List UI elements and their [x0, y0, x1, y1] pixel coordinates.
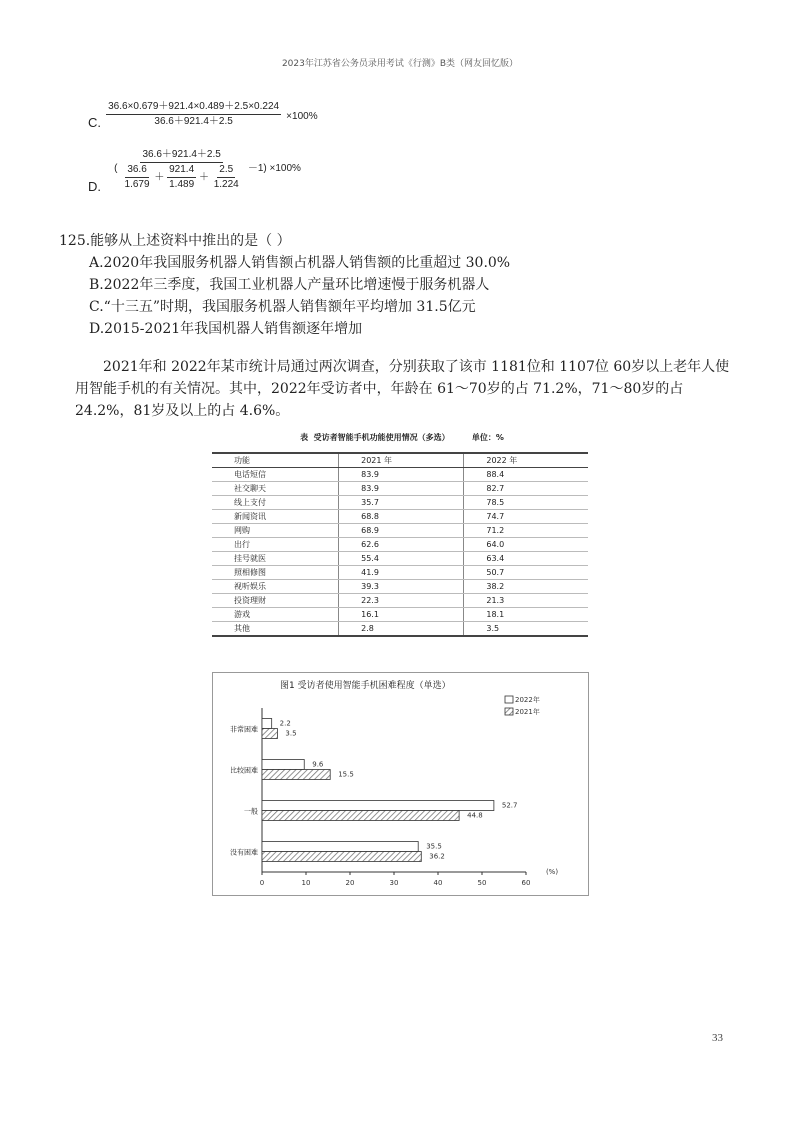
table-row: [212, 482, 588, 496]
x-tick-label: 60: [521, 879, 531, 887]
x-tick-label: 40: [433, 879, 443, 887]
passage-text: 2021年和 2022年某市统计局通过两次调查，分别获取了该市 1181位和 1107位 60岁以上老年人使用智能手机的有关情况。其中，2022年受访者中，年龄在 61～70岁的占 71.2%，71～80岁的占 24.2%，81岁及以上的占 4.6%。: [75, 359, 730, 419]
table-row: [212, 566, 588, 580]
table-cell: 68.9: [339, 524, 464, 538]
table-row: [212, 580, 588, 594]
option-d-fraction: [121, 148, 243, 192]
option-d-t2n: 921.4: [167, 163, 196, 178]
legend-label: 2022年: [515, 696, 540, 704]
table-cell: 新闻资讯: [212, 510, 339, 524]
option-d: D.2015-2021年我国机器人销售额逐年增加: [89, 321, 363, 337]
x-tick-label: 30: [389, 879, 399, 887]
category-label: 比较困难: [230, 766, 258, 775]
data-label: 44.8: [467, 811, 483, 820]
table-row: [212, 552, 588, 566]
passage: [75, 356, 735, 422]
option-d-open-paren: (: [114, 162, 118, 174]
option-c-numerator: 36.6×0.679＋921.4×0.489＋2.5×0.224: [106, 100, 281, 115]
option-d-plus-1: ＋: [154, 172, 165, 184]
question-125: [59, 230, 510, 340]
page-header: 2023年江苏省公务员录用考试《行测》B类（网友回忆版）: [281, 59, 519, 69]
table-header-2021: 2021 年: [339, 453, 464, 468]
category-label: 非常困难: [230, 725, 258, 734]
option-c-formula: [88, 100, 318, 129]
table-cell: 2.8: [339, 622, 464, 637]
option-b: B.2022年三季度，我国工业机器人产量环比增速慢于服务机器人: [89, 277, 490, 293]
option-c-suffix: ×100%: [286, 111, 318, 122]
option-d-tail: －1) ×100%: [247, 162, 301, 174]
x-tick-label: 50: [477, 879, 487, 887]
table-cell: 投资理财: [212, 594, 339, 608]
table-row: [212, 496, 588, 510]
table-cell: 照相修图: [212, 566, 339, 580]
table-cell: 64.0: [464, 538, 588, 552]
option-c-denominator: 36.6＋921.4＋2.5: [154, 116, 233, 127]
table-row: [212, 538, 588, 552]
category-label: 没有困难: [230, 848, 258, 857]
data-label: 2.2: [279, 719, 291, 728]
chart-title: 图1 受访者使用智能手机困难程度（单选）: [280, 681, 451, 691]
table-title: 表 受访者智能手机功能使用情况（多选） 单位：%: [300, 433, 504, 442]
table-cell: 83.9: [339, 482, 464, 496]
table-cell: 62.6: [339, 538, 464, 552]
option-d-t3n: 2.5: [217, 163, 235, 178]
question-125-stem: 125.能够从上述资料中推出的是（ ）: [59, 233, 291, 249]
table-cell: 50.7: [464, 566, 588, 580]
function-usage-table: [212, 452, 588, 637]
table-cell: 线上支付: [212, 496, 339, 510]
table-cell: 电话短信: [212, 468, 339, 482]
table-cell: 出行: [212, 538, 339, 552]
bar: [262, 842, 418, 852]
table-row: [212, 524, 588, 538]
table-cell: 3.5: [464, 622, 588, 637]
table-cell: 71.2: [464, 524, 588, 538]
table-cell: 18.1: [464, 608, 588, 622]
table-cell: 88.4: [464, 468, 588, 482]
table-cell: 视听娱乐: [212, 580, 339, 594]
x-tick-label: 20: [345, 879, 355, 887]
bar: [262, 719, 272, 729]
data-label: 3.5: [285, 729, 297, 738]
table-row: [212, 622, 588, 637]
table-cell: 其他: [212, 622, 339, 637]
table-cell: 39.3: [339, 580, 464, 594]
question-125-options: [89, 252, 510, 340]
table-cell: 68.8: [339, 510, 464, 524]
data-label: 52.7: [501, 801, 518, 810]
table-cell: 41.9: [339, 566, 464, 580]
bar: [262, 811, 459, 821]
table-cell: 游戏: [212, 608, 339, 622]
table-cell: 63.4: [464, 552, 588, 566]
legend-swatch: [505, 696, 513, 703]
bar: [262, 770, 330, 780]
table-cell: 22.3: [339, 594, 464, 608]
bar: [262, 801, 494, 811]
table-header-row: [212, 453, 588, 468]
table-cell: 网购: [212, 524, 339, 538]
data-label: 9.6: [312, 760, 324, 769]
data-label: 35.5: [426, 842, 442, 851]
table-header-2022: 2022 年: [464, 453, 588, 468]
table-cell: 16.1: [339, 608, 464, 622]
bar: [262, 760, 304, 770]
x-unit-label: (%): [545, 868, 559, 876]
option-c: C.“十三五”时期，我国服务机器人销售额年平均增加 31.5亿元: [89, 299, 476, 315]
table-cell: 78.5: [464, 496, 588, 510]
difficulty-bar-chart: [212, 672, 587, 894]
table-cell: 35.7: [339, 496, 464, 510]
table-cell: 74.7: [464, 510, 588, 524]
table-header-function: 功能: [212, 453, 339, 468]
x-tick-label: 10: [301, 879, 311, 887]
option-c-fraction: [106, 100, 281, 129]
option-d-t2d: 1.489: [169, 179, 195, 190]
option-d-plus-2: ＋: [198, 172, 209, 184]
table-cell: 21.3: [464, 594, 588, 608]
page-number: 33: [712, 1032, 723, 1044]
bar: [262, 852, 421, 862]
option-d-bottom: [121, 163, 243, 192]
option-c-label: C.: [88, 115, 101, 130]
option-d-label: D.: [88, 178, 101, 194]
table-row: [212, 608, 588, 622]
x-tick-label: 0: [259, 879, 265, 887]
option-d-t3d: 1.224: [213, 179, 239, 190]
table-cell: 38.2: [464, 580, 588, 594]
option-a: A.2020年我国服务机器人销售额占机器人销售额的比重超过 30.0%: [89, 255, 511, 271]
table-cell: 83.9: [339, 468, 464, 482]
table-cell: 社交聊天: [212, 482, 339, 496]
table-row: [212, 468, 588, 482]
table-cell: 82.7: [464, 482, 588, 496]
table-cell: 55.4: [339, 552, 464, 566]
data-label: 15.5: [338, 770, 354, 779]
table-cell: 挂号就医: [212, 552, 339, 566]
table-row: [212, 510, 588, 524]
bar: [262, 729, 277, 739]
legend-label: 2021年: [515, 708, 540, 716]
option-d-formula: [88, 148, 301, 192]
option-d-top: 36.6＋921.4＋2.5: [140, 148, 222, 163]
table-row: [212, 594, 588, 608]
data-label: 36.2: [429, 852, 445, 861]
option-d-t1n: 36.6: [125, 163, 148, 178]
category-label: 一般: [244, 807, 258, 816]
legend-swatch: [505, 708, 513, 715]
option-d-t1d: 1.679: [124, 179, 150, 190]
